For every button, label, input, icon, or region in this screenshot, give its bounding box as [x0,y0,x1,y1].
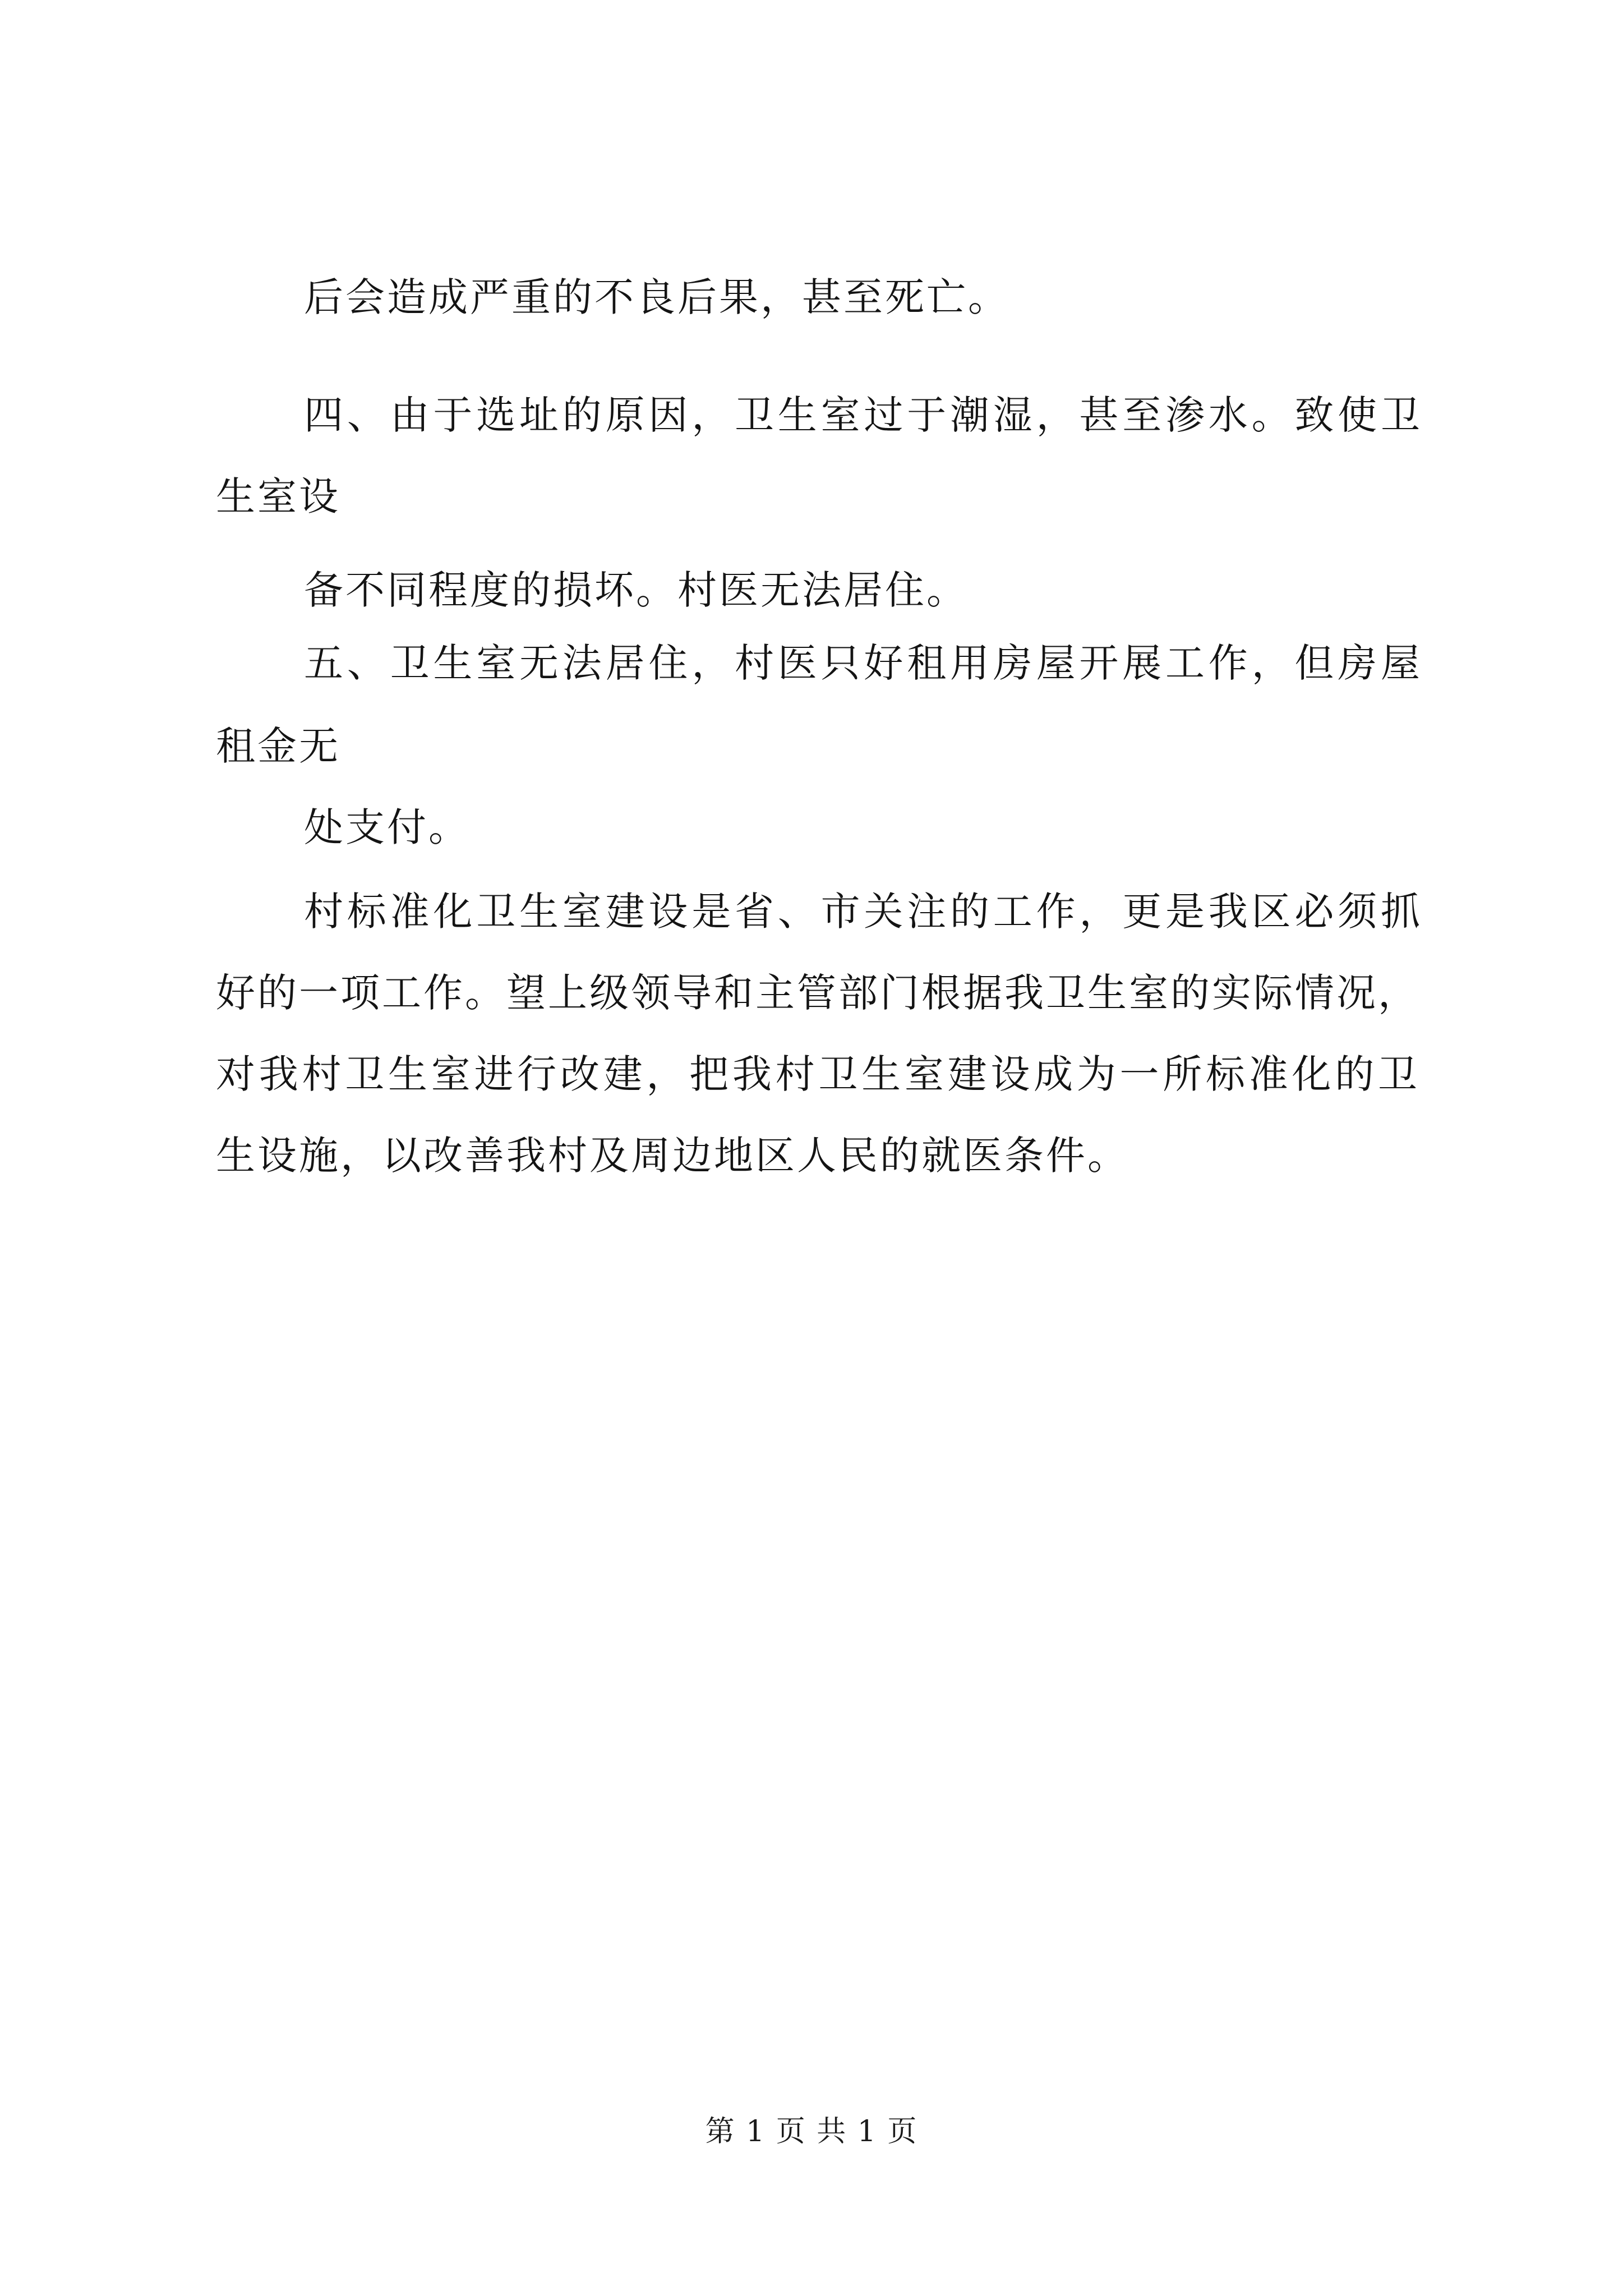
paragraph-line: 生设施，以改善我村及周边地区人民的就医条件。 [216,1133,1129,1179]
paragraph-line: 村标准化卫生室建设是省、市关注的工作，更是我区必须抓 [304,889,1420,935]
paragraph-line: 租金无 [216,723,340,769]
paragraph-line: 五、卫生室无法居住，村医只好租用房屋开展工作，但房屋 [304,640,1420,686]
paragraph-line: 处支付。 [304,804,470,850]
paragraph-line: 好的一项工作。望上级领导和主管部门根据我卫生室的实际情况， [216,970,1417,1016]
page-number-footer: 第 1 页 共 1 页 [705,2115,918,2148]
paragraph-line: 对我村卫生室进行改建，把我村卫生室建设成为一所标准化的卫 [216,1051,1417,1097]
paragraph-line: 备不同程度的损坏。村医无法居住。 [304,567,968,613]
paragraph-line: 后会造成严重的不良后果，甚至死亡。 [304,274,1009,320]
paragraph-line: 生室设 [216,473,340,519]
paragraph-line: 四、由于选址的原因，卫生室过于潮湿，甚至渗水。致使卫 [304,392,1420,438]
